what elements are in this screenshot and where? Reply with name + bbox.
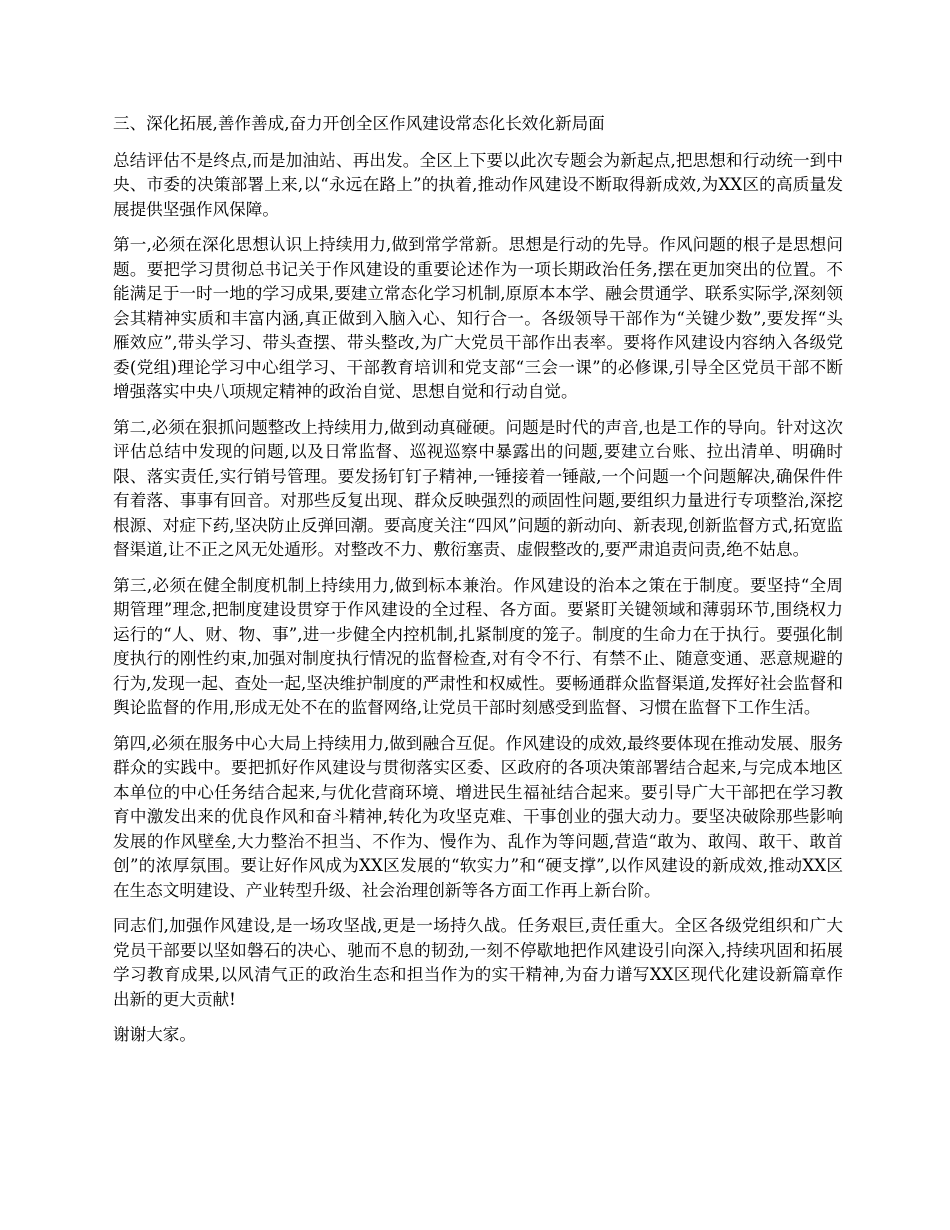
paragraph-thanks: 谢谢大家。	[113, 1025, 196, 1044]
paragraph-intro: 总结评估不是终点,而是加油站、再出发。全区上下要以此次专题会为新起点,把思想和行动统一到中央、市委的决策部署上来,以“永远在路上”的执着,推动作风建设不断取得新成效,为XX区的高质量发展提供坚强作风保障。	[113, 150, 843, 219]
paragraph-second: 第二,必须在狠抓问题整改上持续用力,做到动真碰硬。问题是时代的声音,也是工作的导向。针对这次评估总结中发现的问题,以及日常监督、巡视巡察中暴露出的问题,要建立台账、拉出清单、明确时限、落实责任,实行销号管理。要发扬钉钉子精神,一锤接着一锤敲,一个问题一个问题解决,确保件件有着落、事事有回音。对那些反复出现、群众反映强烈的顽固性问题,要组织力量进行专项整治,深挖根源、对症下药,坚决防止反弹回潮。要高度关注“四风”问题的新动向、新表现,创新监督方式,拓宽监督渠道,让不正之风无处遁形。对整改不力、敷衍塞责、虚假整改的,要严肃追责问责,绝不姑息。	[113, 417, 843, 559]
paragraph-fourth: 第四,必须在服务中心大局上持续用力,做到融合互促。作风建设的成效,最终要体现在推动发展、服务群众的实践中。要把抓好作风建设与贯彻落实区委、区政府的各项决策部署结合起来,与完成本地区本单位的中心任务结合起来,与优化营商环境、增进民生福祉结合起来。要引导广大干部把在学习教育中激发出来的优良作风和奋斗精神,转化为攻坚克难、干事创业的强大动力。要坚决破除那些影响发展的作风壁垒,大力整治不担当、不作为、慢作为、乱作为等问题,营造“敢为、敢闯、敢干、敢首创”的浓厚氛围。要让好作风成为XX区发展的“软实力”和“硬支撑”,以作风建设的新成效,推动XX区在生态文明建设、产业转型升级、社会治理创新等各方面工作再上新台阶。	[113, 733, 843, 900]
section-heading: 三、深化拓展,善作善成,奋力开创全区作风建设常态化长效化新局面	[113, 114, 605, 133]
paragraph-first: 第一,必须在深化思想认识上持续用力,做到常学常新。思想是行动的先导。作风问题的根子是思想问题。要把学习贯彻总书记关于作风建设的重要论述作为一项长期政治任务,摆在更加突出的位置。不能满足于一时一地的学习成果,要建立常态化学习机制,原原本本学、融会贯通学、联系实际学,深刻领会其精神实质和丰富内涵,真正做到入脑入心、知行合一。各级领导干部作为“关键少数”,要发挥“头雁效应”,带头学习、带头查摆、带头整改,为广大党员干部作出表率。要将作风建设内容纳入各级党委(党组)理论学习中心组学习、干部教育培训和党支部“三会一课”的必修课,引导全区党员干部不断增强落实中央八项规定精神的政治自觉、思想自觉和行动自觉。	[113, 235, 843, 401]
paragraph-third: 第三,必须在健全制度机制上持续用力,做到标本兼治。作风建设的治本之策在于制度。要坚持“全周期管理”理念,把制度建设贯穿于作风建设的全过程、各方面。要紧盯关键领域和薄弱环节,围绕权力运行的“人、财、物、事”,进一步健全内控机制,扎紧制度的笼子。制度的生命力在于执行。要强化制度执行的刚性约束,加强对制度执行情况的监督检查,对有令不行、有禁不止、随意变通、恶意规避的行为,发现一起、查处一起,坚决维护制度的严肃性和权威性。要畅通群众监督渠道,发挥好社会监督和舆论监督的作用,形成无处不在的监督网络,让党员干部时刻感受到监督、习惯在监督下工作生活。	[113, 575, 843, 717]
paragraph-closing: 同志们,加强作风建设,是一场攻坚战,更是一场持久战。任务艰巨,责任重大。全区各级党组织和广大党员干部要以坚如磐石的决心、驰而不息的韧劲,一刻不停歇地把作风建设引向深入,持续巩固和拓展学习教育成果,以风清气正的政治生态和担当作为的实干精神,为奋力谱写XX区现代化建设新篇章作出新的更大贡献!	[113, 916, 843, 1009]
document-page	[113, 112, 843, 1059]
